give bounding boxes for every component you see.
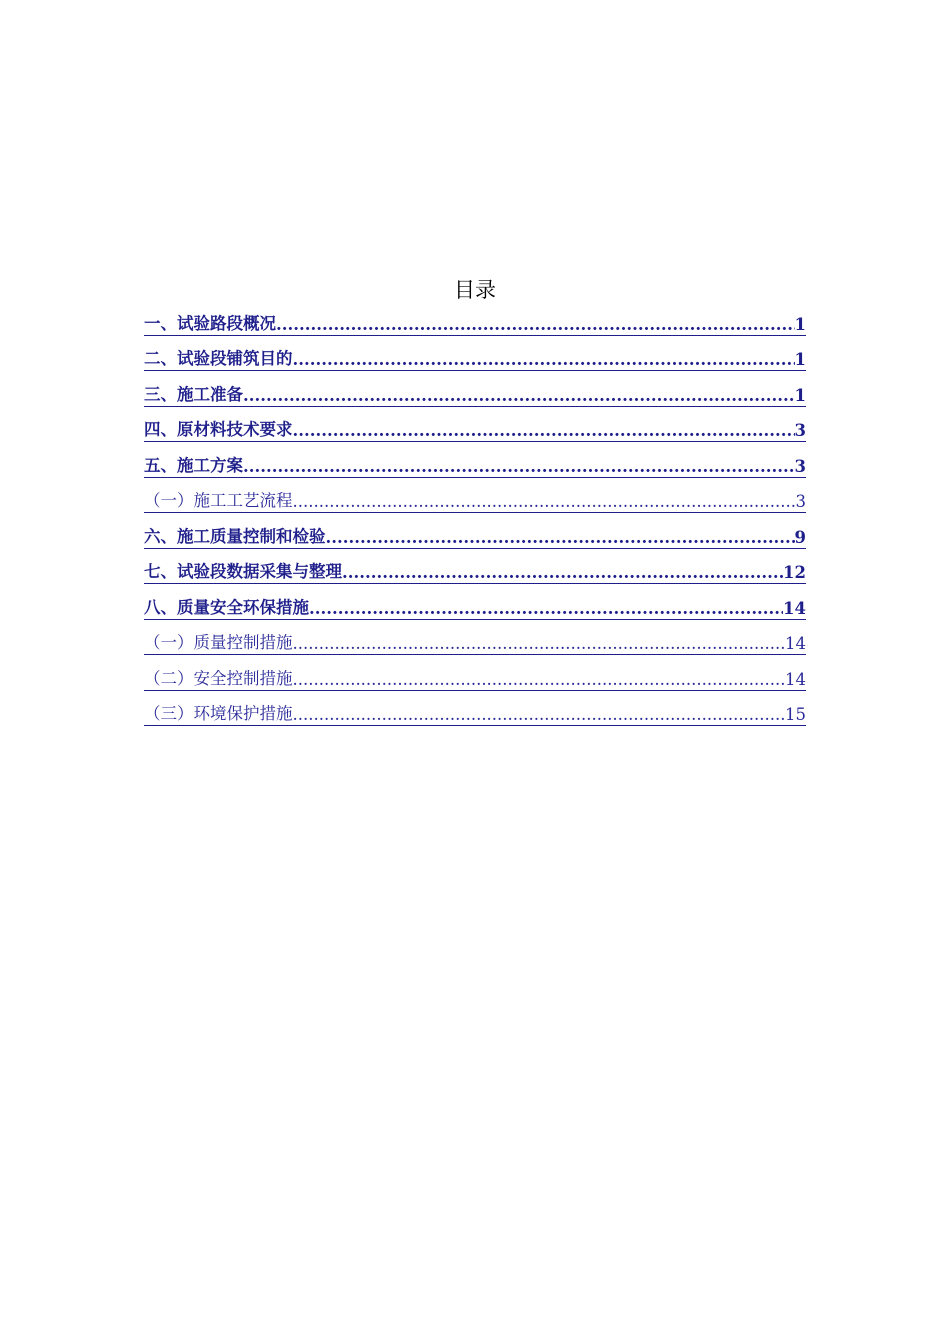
toc-page-number: 3 xyxy=(794,456,806,476)
toc-entry[interactable] xyxy=(144,336,806,372)
toc-subentry[interactable] xyxy=(144,691,806,727)
toc-dot-leader xyxy=(309,599,783,618)
toc-entry-label: 七、试验段数据采集与整理 xyxy=(144,562,342,581)
toc-dot-leader xyxy=(326,528,795,547)
toc-page-number: 3 xyxy=(794,421,806,440)
toc-entry[interactable] xyxy=(144,549,806,585)
toc-page-number: 1 xyxy=(794,350,806,369)
toc-entry-label: 五、施工方案 xyxy=(144,455,243,475)
toc-entry-label: （一）质量控制措施 xyxy=(144,633,293,652)
toc-subentry[interactable] xyxy=(144,620,806,656)
toc-subentry[interactable] xyxy=(144,655,806,691)
toc-page-number: 9 xyxy=(794,527,806,547)
toc-page-number: 3 xyxy=(795,492,806,511)
toc-entry-label: 四、原材料技术要求 xyxy=(144,420,293,439)
toc-dot-leader xyxy=(293,492,796,511)
toc-entry[interactable] xyxy=(144,584,806,620)
toc-entry-label: （二）安全控制措施 xyxy=(144,668,293,688)
toc-subentry[interactable] xyxy=(144,478,806,514)
toc-entry[interactable] xyxy=(144,407,806,443)
toc-dot-leader xyxy=(293,705,786,724)
toc-page-number: 1 xyxy=(794,314,806,334)
toc-entry[interactable] xyxy=(144,442,806,478)
toc-dot-leader xyxy=(293,350,795,369)
toc-page-number: 1 xyxy=(794,385,806,405)
toc-page-number: 14 xyxy=(785,669,806,689)
toc-dot-leader xyxy=(293,670,786,689)
toc-dot-leader xyxy=(293,421,795,440)
toc-entry[interactable] xyxy=(144,371,806,407)
toc-dot-leader xyxy=(276,315,795,334)
toc-title: 目录 xyxy=(454,278,496,302)
toc-page-number: 15 xyxy=(785,705,806,724)
toc-entry-label: （三）环境保护措施 xyxy=(144,704,293,723)
toc-entry-label: 二、试验段铺筑目的 xyxy=(144,349,293,368)
table-of-contents xyxy=(144,300,806,726)
toc-entry-label: （一）施工工艺流程 xyxy=(144,491,293,510)
toc-page-number: 14 xyxy=(783,598,806,618)
toc-entry[interactable] xyxy=(144,300,806,336)
toc-entry-label: 六、施工质量控制和检验 xyxy=(144,526,326,546)
toc-dot-leader xyxy=(243,457,795,476)
toc-entry[interactable] xyxy=(144,513,806,549)
toc-dot-leader xyxy=(293,634,786,653)
toc-entry-label: 八、质量安全环保措施 xyxy=(144,597,309,617)
toc-dot-leader xyxy=(243,386,795,405)
toc-entry-label: 一、试验路段概况 xyxy=(144,313,276,333)
toc-dot-leader xyxy=(342,563,783,582)
toc-page-number: 12 xyxy=(783,563,806,582)
toc-page-number: 14 xyxy=(785,634,806,653)
toc-entry-label: 三、施工准备 xyxy=(144,384,243,404)
